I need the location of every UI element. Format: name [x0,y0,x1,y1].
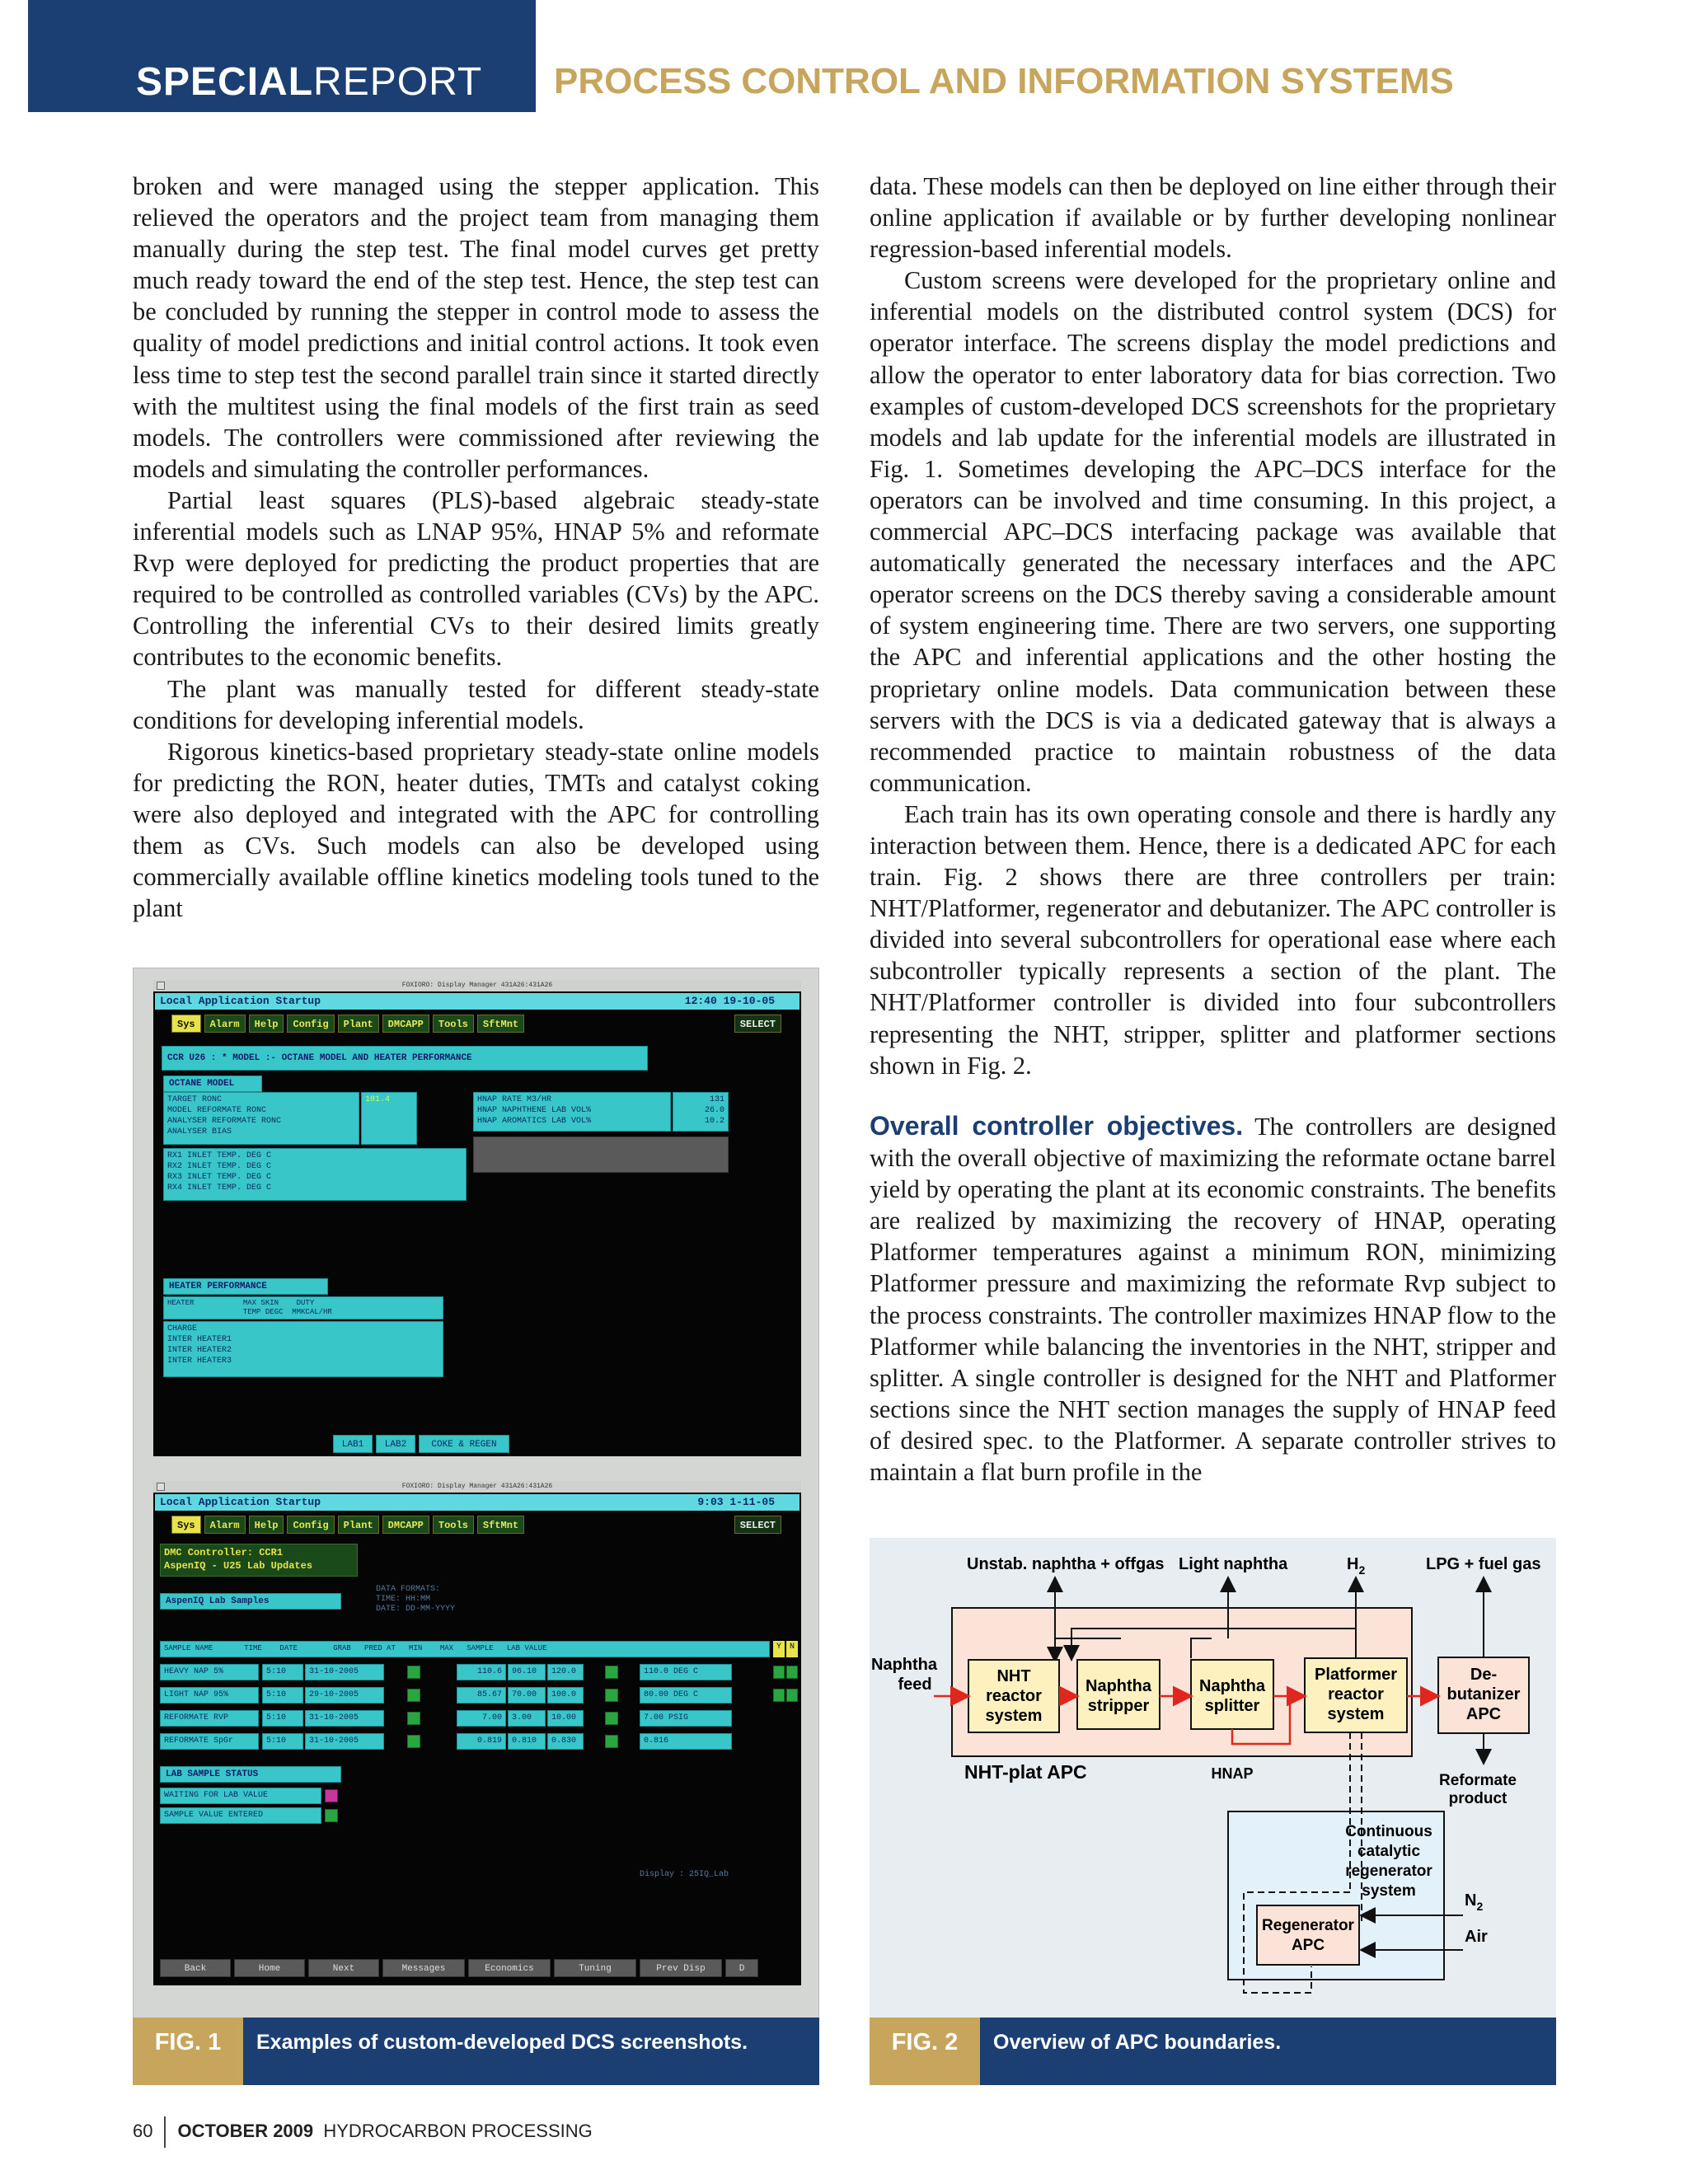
menu-alarm[interactable]: Alarm [204,1015,246,1033]
tuning-button[interactable]: Tuning [554,1959,636,1977]
label-unstab-naphtha: Unstab. naphtha + offgas [967,1555,1165,1573]
page-footer [133,2116,593,2148]
menu-alarm[interactable]: Alarm [204,1516,246,1534]
menu-help[interactable]: Help [249,1516,284,1534]
coke-regen-button[interactable]: COKE & REGEN [419,1435,509,1453]
hnap-values: 131 26.0 10.2 [673,1092,729,1132]
sample-date: 29-10-2005 [305,1687,384,1704]
max-value: 100.0 [547,1687,584,1704]
heater-rows: CHARGE INTER HEATER1 INTER HEATER2 INTER HEATER3 [163,1321,443,1377]
svg-text:butanizer: butanizer [1447,1685,1521,1704]
octane-labels: TARGET RONC MODEL REFORMATE RONC ANALYSER REFORMATE RONC ANALYSER BIAS [163,1092,359,1145]
lab-status-header: LAB SAMPLE STATUS [160,1766,341,1783]
menu-plant[interactable]: Plant [338,1015,379,1033]
menu-tools[interactable]: Tools [433,1516,474,1534]
menu-sftmnt[interactable]: SftMnt [477,1516,524,1534]
dmc-controller-title: DMC Controller: CCR1 AspenIQ - U25 Lab Updates [160,1544,358,1577]
menu-tools[interactable]: Tools [433,1015,474,1033]
svg-text:catalytic: catalytic [1357,1843,1421,1860]
paragraph: broken and were managed using the stepper application. This relieved the operators and the project team from managing them manually during the step test. The final model curves get pretty much ready toward the end of the step test. Hence, the step test can be concluded by running the stepper in control mode to assess the quality of model predictions and initial control actions. It took even less time to step test the second parallel train since it started directly with the multitest using the final models of the first train as seed models. The controllers were commissioned after reviewing the models and simulating the controller performances. [133,172,819,483]
regenerator-apc-box [1257,1905,1359,1965]
yes-toggle[interactable] [773,1666,785,1679]
menu-bar [171,1516,781,1534]
status-entered-label: SAMPLE VALUE ENTERED [160,1807,321,1824]
svg-text:regenerator: regenerator [1345,1863,1432,1880]
sample-name: REFORMATE RVP [160,1710,259,1727]
table-header: SAMPLE NAME TIME DATE GRAB PRED AT MIN MAX SAMPLE LAB VALUE [160,1641,770,1657]
left-column [133,171,819,924]
no-toggle[interactable] [786,1666,798,1679]
menu-config[interactable]: Config [287,1015,334,1033]
sample-date: 31-10-2005 [305,1710,384,1727]
sample-date: 31-10-2005 [305,1664,384,1680]
svg-text:Naphtha: Naphtha [1199,1677,1265,1695]
figure-2 [870,1538,1556,2022]
app-title-bar [155,993,799,1010]
min-value: 70.00 [508,1687,546,1704]
select-button[interactable]: SELECT [734,1516,781,1534]
menu-dmcapp[interactable]: DMCAPP [382,1516,429,1534]
pred-value: 7.00 [457,1710,506,1727]
svg-text:APC: APC [1465,1705,1502,1723]
model-title: CCR U26 : * MODEL :- OCTANE MODEL AND HEATER PERFORMANCE [162,1046,648,1071]
next-button[interactable]: Next [308,1959,379,1977]
sample-time: 5:10 [262,1664,303,1680]
pred-value: 85.67 [457,1687,506,1704]
issue-date: OCTOBER 2009 [177,2120,314,2141]
sample-name: HEAVY NAP 5% [160,1664,259,1680]
prev-disp-button[interactable]: Prev Disp [640,1959,722,1977]
sample-name: LIGHT NAP 95% [160,1687,259,1704]
figure-1-caption: Examples of custom-developed DCS screenshots. [256,2031,748,2054]
svg-text:reactor: reactor [986,1687,1042,1705]
lab-value-input[interactable]: 0.816 [640,1733,732,1750]
window-title: FOXIORO: Display Manager 431A26:431A26 [401,982,553,989]
pred-value: 110.6 [457,1664,506,1680]
footer-divider [164,2116,166,2148]
select-button[interactable]: SELECT [734,1015,781,1033]
section-text: The controllers are designed with the overall objective of maximizing the reformate octane barrel yield by operating the plant at its economic constraints. The benefits are realized by maximizing the recovery of HNAP, operating Platformer temperatures against a minimum RON, minimizing Platformer pressure and maximizing the reformate Rvp subject to the process constraints. The controller maximizes HNAP flow to the Platformer while balancing the inventories in the NHT, stripper and splitter. A single controller is designed for the NHT and Platformer sections since the NHT section manages the supply of HNAP feed of desired spec. to the Platformer. A separate controller strives to maintain a flat burn profile in the [870,1113,1556,1487]
hnap-labels: HNAP RATE M3/HR HNAP NAPHTHENE LAB VOL% HNAP AROMATICS LAB VOL% [473,1092,671,1132]
paragraph: Each train has its own operating console and there is hardly any interaction between them. Hence, there is a dedicated APC for each train. Fig. 2 shows there are three controllers per train: NHT/Platformer, regenerator and debutanizer. The APC controller is divided into several subcontrollers for operational ease where each subcontroller typically represents a section of the plant. The NHT/Platformer controller is divided into four subcontrollers representing the NHT, stripper, splitter and platformer sections shown in Fig. 2. [870,799,1556,1080]
lab1-button[interactable]: LAB1 [333,1435,373,1453]
octane-model-header: OCTANE MODEL [163,1076,262,1092]
svg-text:system: system [985,1707,1043,1725]
svg-text:system: system [1362,1882,1416,1900]
entered-indicator [325,1809,338,1822]
svg-text:Regenerator: Regenerator [1262,1917,1354,1934]
label-air: Air [1465,1928,1488,1946]
app-title: Local Application Startup [160,1496,321,1508]
grab-checkbox[interactable] [407,1735,420,1748]
economics-button[interactable]: Economics [468,1959,551,1977]
menu-sftmnt[interactable]: SftMnt [477,1015,524,1033]
menu-plant[interactable]: Plant [338,1516,379,1534]
lab-samples-header: AspenIQ Lab Samples [160,1593,341,1610]
app-title: Local Application Startup [160,995,321,1007]
sample-time: 5:10 [262,1687,303,1704]
figure-1-caption-bar [133,2018,819,2085]
max-value: 120.0 [547,1664,584,1680]
dcs-screen-lab-updates [153,1481,801,1985]
paragraph: The plant was manually tested for different steady-state conditions for developing inferential models. [133,674,819,734]
label-lpg-fuel-gas: LPG + fuel gas [1426,1555,1541,1573]
sample-time: 5:10 [262,1733,303,1750]
rx-inlet-labels: RX1 INLET TEMP. DEG C RX2 INLET TEMP. DEG C RX3 INLET TEMP. DEG C RX4 INLET TEMP. DEG C [163,1148,467,1201]
label-n2: $N_2$ [1465,1891,1484,1913]
octane-value: 101.4 [361,1092,417,1145]
sample-name: REFORMATE SpGr [160,1733,259,1750]
no-toggle[interactable] [786,1689,798,1702]
sample-date: 31-10-2005 [305,1733,384,1750]
paragraph: Custom screens were developed for the proprietary online and inferential models on the distributed control system (DCS) for operator interface. The screens display the model predictions and allow the operator to enter laboratory data for bias correction. Two examples of custom-developed DCS screenshots for the proprietary models and lab update for the inferential models are illustrated in Fig. 1. Sometimes developing the APC–DCS interface for the operators can be involved and time consuming. In this project, a commercial APC–DCS interfacing package was available that automatically generated the necessary interfaces and the APC operator screens on the DCS thereby saving a considerable amount of system engineering time. There are two servers, one supporting the APC and inferential applications and the other hosting the proprietary online models. Data communication between these servers with the DCS is via a dedicated gateway that is always a recommended practice to maintain robustness of the data communication. [870,266,1556,797]
pred-value: 0.819 [457,1733,506,1750]
figure-2-caption-bar [870,2018,1556,2085]
menu-sys[interactable]: Sys [171,1015,201,1033]
svg-text:splitter: splitter [1204,1697,1260,1715]
heater-columns: HEATER MAX SKIN DUTY TEMP DEGC MMKCAL/HR [163,1296,443,1319]
min-value: 0.810 [508,1733,546,1750]
d-button[interactable]: D [725,1959,758,1977]
paragraph: Partial least squares (PLS)-based algebraic steady-state inferential models such as LNAP 95%, HNAP 5% and reformate Rvp were deployed for predicting the product properties that are required to be controlled as controlled variables (CVs) by the APC. Controlling the inferential CVs to their desired limits greatly contributes to the economic benefits. [133,485,819,672]
messages-button[interactable]: Messages [382,1959,465,1977]
svg-text:stripper: stripper [1087,1697,1150,1715]
paragraph: data. These models can then be deployed on line either through their online application if available or by further developing nonlinear regression-based inferential models. [870,172,1556,264]
heater-performance-header: HEATER PERFORMANCE [163,1278,328,1295]
publication-name: HYDROCARBON PROCESSING [323,2120,593,2141]
menu-help[interactable]: Help [249,1015,284,1033]
yes-column-header: Y [773,1641,785,1657]
svg-text:reactor: reactor [1328,1685,1384,1704]
lab-value-input[interactable]: 110.0 DEG C [640,1664,732,1680]
apc-boundaries-diagram [870,1538,1556,2018]
paragraph: Rigorous kinetics-based proprietary steady-state online models for predicting the RON, heater duties, TMTs and catalyst coking were also deployed and integrated with the APC for controlling them as CVs. Such models can also be developed using commercially available offline kinetics modeling tools tuned to the plant [133,737,819,923]
lab-value-input[interactable]: 80.00 DEG C [640,1687,732,1704]
svg-text:Naphtha: Naphtha [1085,1677,1151,1695]
menu-sys[interactable]: Sys [171,1516,201,1534]
label-naphtha-feed: Naphtha [871,1656,937,1674]
figure-2-caption: Overview of APC boundaries. [993,2031,1282,2054]
status-indicator [605,1689,618,1702]
figure-2-number: FIG. 2 [870,2018,980,2085]
special-report-label: SPECIALREPORT [136,60,483,104]
label-hnap: HNAP [1211,1765,1254,1782]
dcs-screen-octane [153,980,801,1456]
menu-dmcapp[interactable]: DMCAPP [382,1015,429,1033]
status-indicator [605,1666,618,1679]
svg-text:APC: APC [1291,1937,1325,1954]
right-column [870,171,1556,1081]
figure-1-number: FIG. 1 [133,2018,243,2085]
clock: 12:40 19-10-05 [684,995,775,1007]
waiting-indicator [325,1789,338,1802]
menu-bar [171,1015,781,1033]
max-value: 10.00 [547,1710,584,1727]
grab-checkbox[interactable] [407,1666,420,1679]
min-value: 96.10 [508,1664,546,1680]
label-reformate-product: Reformate [1439,1772,1517,1789]
label-light-naphtha: Light naphtha [1179,1555,1288,1573]
max-value: 0.830 [547,1733,584,1750]
back-button[interactable]: Back [160,1959,231,1977]
blank-panel [473,1137,729,1173]
section-heading: Overall controller objectives. [870,1111,1244,1141]
page-number: 60 [133,2120,153,2141]
figure-1 [133,968,819,2022]
no-column-header: N [786,1641,798,1657]
label-ccr: Continuous [1345,1823,1432,1840]
label-nht-plat-apc: NHT-plat APC [964,1761,1087,1783]
home-button[interactable]: Home [234,1959,305,1977]
section-topic: PROCESS CONTROL AND INFORMATION SYSTEMS [554,61,1454,101]
lab2-button[interactable]: LAB2 [376,1435,415,1453]
clock: 9:03 1-11-05 [697,1496,775,1508]
svg-text:De-: De- [1470,1666,1498,1684]
svg-text:NHT: NHT [996,1667,1031,1685]
yes-toggle[interactable] [773,1689,785,1702]
window-menu-icon[interactable] [157,1483,165,1491]
sample-time: 5:10 [262,1710,303,1727]
lab-value-input[interactable]: 7.00 PSIG [640,1710,732,1727]
menu-config[interactable]: Config [287,1516,334,1534]
status-indicator [605,1735,618,1748]
svg-text:product: product [1448,1790,1507,1807]
label-h2: $H_2$ [1347,1555,1366,1577]
section-objectives [870,1110,1556,1488]
data-formats: DATA FORMATS: TIME: HH:MM DATE: DD-MM-YYYY [376,1585,456,1614]
status-waiting-label: WAITING FOR LAB VALUE [160,1788,321,1804]
app-title-bar [155,1494,799,1511]
svg-text:Platformer: Platformer [1314,1666,1398,1684]
display-label: Display : 25IQ_Lab [640,1870,729,1879]
svg-text:system: system [1327,1705,1385,1723]
window-title: FOXIORO: Display Manager 431A26:431A26 [401,1483,553,1490]
min-value: 3.00 [508,1710,546,1727]
grab-checkbox[interactable] [407,1712,420,1725]
status-indicator [605,1712,618,1725]
svg-text:feed: feed [898,1675,932,1694]
grab-checkbox[interactable] [407,1689,420,1702]
window-menu-icon[interactable] [157,982,165,990]
